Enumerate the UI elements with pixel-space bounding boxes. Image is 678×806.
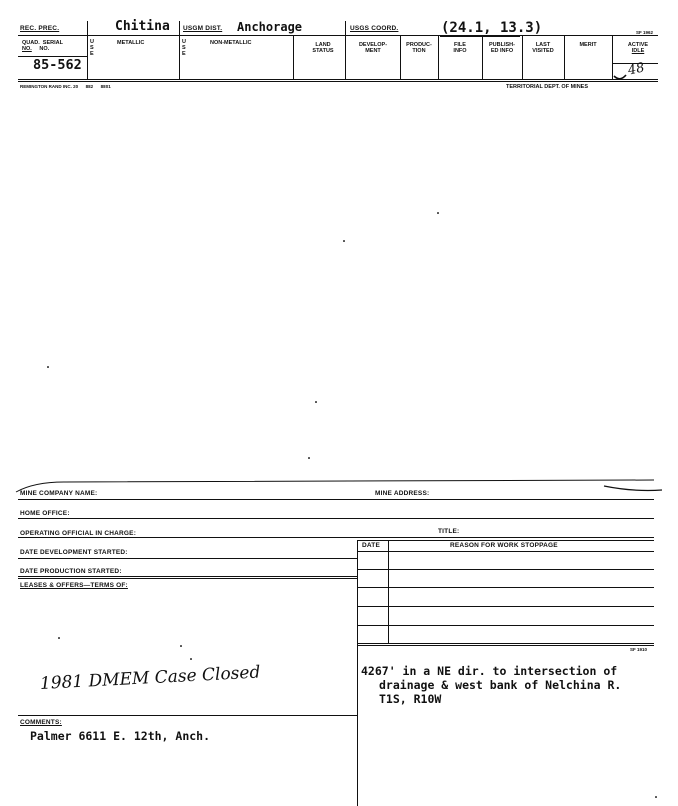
file-info-heading <box>442 42 478 54</box>
rule <box>18 518 654 519</box>
rec-prec-label: REC. PREC. <box>20 25 60 32</box>
merit-heading: MERIT <box>579 42 597 48</box>
leases-offers-label: LEASES & OFFERS—TERMS OF: <box>20 582 128 589</box>
check-mark-icon <box>612 70 636 82</box>
info-label: INFO <box>453 48 467 54</box>
comments-value: Palmer 6611 E. 12th, Anch. <box>30 729 211 743</box>
s-letter: S <box>90 45 94 51</box>
ed-info-label: ED INFO <box>490 48 514 54</box>
coord-underline <box>440 36 520 37</box>
rule <box>18 558 357 559</box>
rule <box>357 540 654 541</box>
metallic-heading: METALLIC <box>117 40 145 46</box>
col-divider <box>400 36 401 79</box>
location-description <box>361 664 621 706</box>
speck <box>190 658 192 660</box>
col-divider <box>438 36 439 79</box>
reason-column-label: REASON FOR WORK STOPPAGE <box>450 542 558 549</box>
header-bottom-rule-2 <box>18 81 658 82</box>
quad-serial-heading <box>22 40 63 52</box>
quad-label: QUAD. <box>22 40 40 46</box>
rule <box>18 578 357 579</box>
header-bottom-rule <box>18 79 658 80</box>
usgm-dist-label: USGM DIST. <box>183 25 223 32</box>
col-divider <box>522 36 523 79</box>
date-column-label: DATE <box>362 542 381 549</box>
land-status-heading <box>305 42 341 54</box>
rule <box>357 551 654 552</box>
produc-label: PRODUC- <box>406 42 432 48</box>
visited-label: VISITED <box>532 48 554 54</box>
rule <box>18 537 654 538</box>
speck <box>315 401 317 403</box>
last-label: LAST <box>535 42 551 48</box>
comments-label: COMMENTS: <box>20 719 62 726</box>
development-heading <box>350 42 396 54</box>
speck <box>308 457 310 459</box>
speck <box>180 645 182 647</box>
u-letter: U <box>182 39 186 45</box>
col-divider <box>293 36 294 79</box>
status-label: STATUS <box>312 48 334 54</box>
card-top-edge <box>14 474 664 496</box>
no-label-2: NO. <box>39 46 50 52</box>
rule <box>357 569 654 570</box>
active-mark: 48 <box>626 60 646 79</box>
rule <box>357 645 654 646</box>
col-divider <box>345 21 346 79</box>
active-idle-heading <box>618 42 658 54</box>
col-divider <box>87 21 88 79</box>
rule <box>357 606 654 607</box>
file-label: FILE <box>454 42 466 48</box>
s-letter: S <box>182 45 186 51</box>
speck <box>655 796 657 798</box>
rule <box>18 576 357 577</box>
active-label: ACTIVE <box>627 42 649 48</box>
mine-company-name-label: MINE COMPANY NAME: <box>20 490 98 497</box>
last-visited-heading <box>524 42 562 54</box>
land-label: LAND <box>315 42 331 48</box>
handwritten-note: 1981 DMEM Case Closed <box>39 662 261 694</box>
e-letter: E <box>90 51 94 57</box>
title-label: TITLE: <box>438 528 460 535</box>
date-development-started-label: DATE DEVELOPMENT STARTED: <box>20 549 128 556</box>
col-divider <box>179 21 180 79</box>
speck <box>343 240 345 242</box>
tion-label: TION <box>412 48 426 54</box>
speck <box>58 637 60 639</box>
col-divider <box>564 36 565 79</box>
speck <box>437 212 439 214</box>
idle-label: IDLE <box>631 48 645 54</box>
location-line: T1S, R10W <box>379 692 442 706</box>
published-info-heading <box>484 42 520 54</box>
e-letter: E <box>182 51 186 57</box>
production-heading <box>402 42 436 54</box>
speck <box>47 366 49 368</box>
location-line: 4267' in a NE dir. to intersection of <box>361 664 618 678</box>
use-letters-2 <box>182 39 186 57</box>
quad-serial-value: 85-562 <box>33 57 82 73</box>
serial-label: SERIAL <box>42 40 63 46</box>
use-letters-1 <box>90 39 94 57</box>
dept-line: TERRITORIAL DEPT. OF MINES <box>506 84 588 90</box>
form-code-bottom: SF 1910 <box>630 647 648 652</box>
usgm-dist-value: Anchorage <box>237 20 303 34</box>
non-metallic-heading: NON-METALLIC <box>210 40 252 46</box>
rec-prec-value: Chitina <box>115 19 170 34</box>
col-divider <box>482 36 483 79</box>
home-office-label: HOME OFFICE: <box>20 510 70 517</box>
date-production-started-label: DATE PRODUCTION STARTED: <box>20 568 122 575</box>
printer-line: REMINGTON RAND INC. 20 882 8801 <box>20 84 111 89</box>
location-line: drainage & west bank of Nelchina R. <box>379 678 622 692</box>
rule <box>357 643 654 644</box>
form-code-top: SF 1962 <box>636 30 654 35</box>
rule <box>357 587 654 588</box>
operating-official-label: OPERATING OFFICIAL IN CHARGE: <box>20 530 137 537</box>
grid-divider <box>388 540 389 644</box>
usgs-coord-label: USGS COORD. <box>350 25 399 32</box>
no-label: NO. <box>22 46 32 52</box>
rule <box>357 625 654 626</box>
ment-label: MENT <box>365 48 381 54</box>
u-letter: U <box>90 39 94 45</box>
develop-label: DEVELOP- <box>358 42 388 48</box>
rule <box>18 715 357 716</box>
usgs-coord-value: (24.1, 13.3) <box>441 20 543 36</box>
header-top-rule <box>18 35 658 36</box>
grid-divider <box>357 540 358 806</box>
mine-address-label: MINE ADDRESS: <box>375 490 430 497</box>
publish-label: PUBLISH- <box>489 42 515 48</box>
rule <box>18 499 654 500</box>
